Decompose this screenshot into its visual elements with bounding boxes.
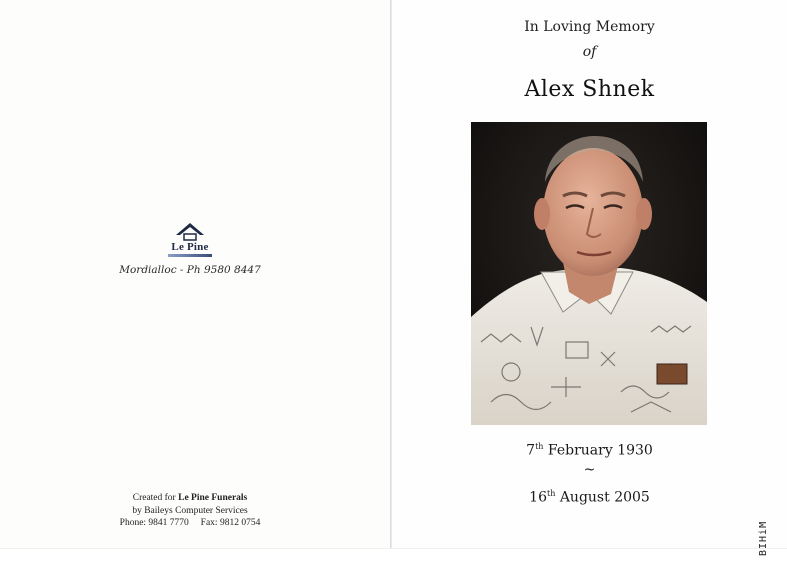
- card-back-panel: [0, 0, 390, 548]
- credits-line-1: [100, 492, 280, 505]
- logo-underline: [168, 254, 212, 257]
- portrait-photo: [471, 122, 707, 425]
- death-date: [392, 489, 787, 506]
- funeral-home-logo: [160, 222, 220, 257]
- memorial-heading: In Loving Memory: [524, 19, 655, 35]
- death-month-year: August 2005: [555, 489, 650, 506]
- logo-text: Le Pine: [171, 241, 209, 253]
- location-phone: Mordialloc - Ph 9580 8447: [119, 264, 261, 276]
- birth-day: 7: [526, 442, 536, 459]
- archive-stamp: BIHiM: [758, 520, 769, 556]
- printer-credits: [100, 492, 280, 530]
- credits-line-2: by Baileys Computer Services: [132, 505, 248, 516]
- birth-month-year: February 1930: [543, 442, 653, 459]
- birth-date: [392, 442, 787, 459]
- bottom-margin: [0, 548, 787, 585]
- house-roof-icon: [175, 222, 205, 242]
- portrait-illustration: [471, 122, 707, 425]
- credits-line-3: Phone: 9841 7770 Fax: 9812 0754: [119, 518, 261, 528]
- credits-prefix: Created for: [132, 493, 179, 503]
- deceased-name: Alex Shnek: [524, 77, 655, 102]
- death-day-suffix: th: [547, 489, 556, 498]
- credits-funeral-home: Le Pine Funerals: [178, 493, 248, 503]
- date-separator: ~: [583, 462, 596, 478]
- birth-day-suffix: th: [535, 442, 544, 451]
- death-day: 16: [529, 489, 547, 506]
- memorial-of: of: [582, 44, 597, 60]
